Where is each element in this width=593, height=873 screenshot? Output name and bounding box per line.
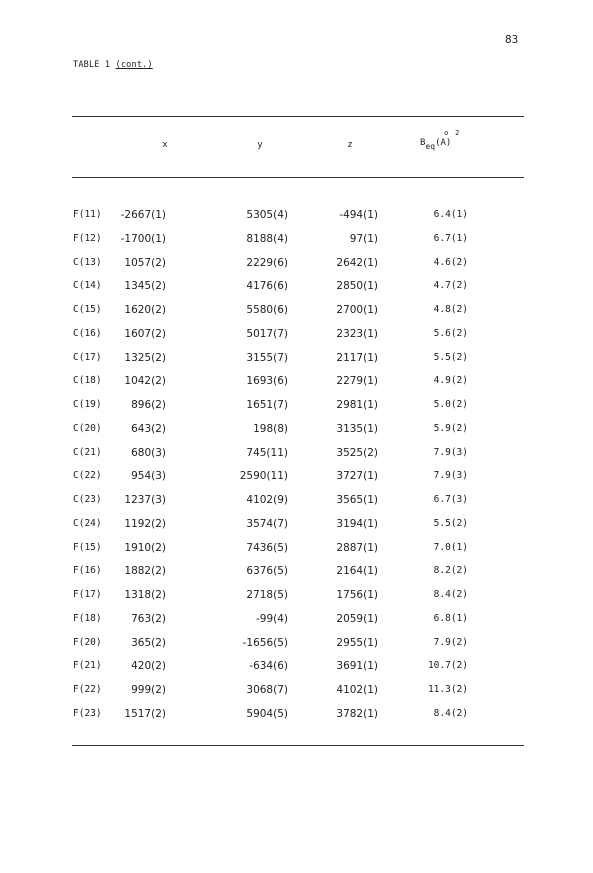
coord-x: 1042(2) xyxy=(124,375,166,388)
coord-y: 5580(6) xyxy=(246,304,288,316)
table-top-rule xyxy=(72,116,524,117)
table-row xyxy=(0,233,593,257)
table-row xyxy=(0,470,593,494)
beq-subscript: eq xyxy=(425,142,436,151)
coord-y: 5017(7) xyxy=(246,327,288,340)
coord-z: 3525(2) xyxy=(336,446,378,459)
coord-x: 1910(2) xyxy=(124,541,166,554)
atom-label: F(12) xyxy=(73,232,102,244)
table-row xyxy=(0,684,593,708)
beq-symbol: B xyxy=(420,138,426,148)
coord-z: -494(1) xyxy=(339,209,378,221)
coord-x: 954(3) xyxy=(131,470,166,483)
coord-y: 5904(5) xyxy=(246,707,288,720)
atom-label: C(16) xyxy=(73,327,102,339)
atom-label: C(19) xyxy=(73,399,102,410)
beq-value: 11.3(2) xyxy=(427,684,468,695)
atom-label: C(18) xyxy=(73,375,102,387)
beq-unit-exponent: 2 xyxy=(455,129,460,137)
atom-label: F(18) xyxy=(73,612,102,624)
table-row xyxy=(0,399,593,423)
coord-y: 745(11) xyxy=(246,446,288,459)
table-row xyxy=(0,423,593,447)
coord-y: 3155(7) xyxy=(246,351,288,364)
coord-y: 4176(6) xyxy=(246,280,288,293)
table-row xyxy=(0,257,593,281)
coord-y: 1651(7) xyxy=(246,399,288,411)
table-row xyxy=(0,589,593,613)
atom-label: F(22) xyxy=(73,684,102,695)
beq-value: 7.9(2) xyxy=(433,636,468,648)
beq-value: 7.9(3) xyxy=(433,446,468,458)
coord-z: 2279(1) xyxy=(336,375,378,388)
coord-z: 97(1) xyxy=(349,232,378,245)
column-header-z: z xyxy=(347,140,353,150)
coord-x: 1345(2) xyxy=(124,280,166,293)
column-header-y: y xyxy=(257,140,263,150)
coord-z: 3727(1) xyxy=(336,470,378,483)
coord-x: 420(2) xyxy=(131,660,166,673)
coord-x: 643(2) xyxy=(131,422,166,435)
beq-value: 8.2(2) xyxy=(433,565,468,577)
beq-value: 4.9(2) xyxy=(433,375,468,387)
beq-value: 10.7(2) xyxy=(427,660,468,672)
coord-y: 198(8) xyxy=(253,422,288,435)
beq-unit-open: (A xyxy=(435,138,446,148)
atom-label: F(20) xyxy=(73,636,102,648)
coord-x: -2667(1) xyxy=(120,209,166,221)
atom-label: C(22) xyxy=(73,470,102,482)
coord-z: 3135(1) xyxy=(336,422,378,435)
atom-label: C(13) xyxy=(73,256,102,268)
beq-value: 8.4(2) xyxy=(433,707,468,719)
beq-value: 6.8(1) xyxy=(433,612,468,624)
coord-y: 5305(4) xyxy=(246,209,288,221)
column-header-beq xyxy=(420,129,480,151)
coord-z: 3194(1) xyxy=(336,517,378,530)
coord-y: 2590(11) xyxy=(239,470,288,483)
coord-x: 680(3) xyxy=(131,446,166,459)
coord-x: 896(2) xyxy=(131,399,166,411)
coord-x: 1237(3) xyxy=(124,494,166,506)
angstrom-ring: o xyxy=(444,129,449,137)
atom-label: C(15) xyxy=(73,304,102,315)
beq-value: 5.5(2) xyxy=(433,351,468,363)
coord-y: 3574(7) xyxy=(246,517,288,530)
table-row xyxy=(0,352,593,376)
coord-z: 2887(1) xyxy=(336,541,378,554)
atom-label: C(14) xyxy=(73,280,102,292)
atom-label: C(21) xyxy=(73,446,102,458)
coord-y: 3068(7) xyxy=(246,684,288,696)
coord-x: 1318(2) xyxy=(124,589,166,601)
beq-value: 7.9(3) xyxy=(433,470,468,482)
coord-z: 3782(1) xyxy=(336,707,378,720)
coord-z: 2164(1) xyxy=(336,565,378,578)
atom-label: C(23) xyxy=(73,494,102,505)
table-caption xyxy=(73,60,153,70)
coord-y: 2718(5) xyxy=(246,589,288,601)
coord-z: 2955(1) xyxy=(336,636,378,649)
coord-y: 1693(6) xyxy=(246,375,288,388)
beq-value: 4.8(2) xyxy=(433,304,468,315)
table-bottom-rule xyxy=(72,745,524,746)
coord-x: 1192(2) xyxy=(124,517,166,530)
beq-value: 5.5(2) xyxy=(433,517,468,529)
coord-y: 4102(9) xyxy=(246,494,288,506)
atom-label: C(20) xyxy=(73,422,102,434)
column-header-x: x xyxy=(162,140,168,150)
table-row xyxy=(0,209,593,233)
table-row xyxy=(0,375,593,399)
atom-label: F(17) xyxy=(73,589,102,600)
coord-x: 1517(2) xyxy=(124,707,166,720)
coord-z: 4102(1) xyxy=(336,684,378,696)
coord-x: 1882(2) xyxy=(124,565,166,578)
atom-label: F(16) xyxy=(73,565,102,577)
table-body xyxy=(0,209,593,732)
coord-z: 2850(1) xyxy=(336,280,378,293)
beq-value: 4.7(2) xyxy=(433,280,468,292)
coord-x: -1700(1) xyxy=(120,232,166,245)
coord-z: 3565(1) xyxy=(336,494,378,506)
table-row xyxy=(0,304,593,328)
beq-value: 4.6(2) xyxy=(433,256,468,268)
beq-value: 5.6(2) xyxy=(433,327,468,339)
table-row xyxy=(0,328,593,352)
beq-value: 5.0(2) xyxy=(433,399,468,410)
coord-z: 2981(1) xyxy=(336,399,378,411)
coord-z: 2700(1) xyxy=(336,304,378,316)
atom-label: F(21) xyxy=(73,660,102,672)
beq-value: 6.4(1) xyxy=(433,209,468,220)
table-row xyxy=(0,660,593,684)
coord-z: 1756(1) xyxy=(336,589,378,601)
coord-x: 365(2) xyxy=(131,636,166,649)
beq-unit xyxy=(435,129,460,148)
table-header-rule xyxy=(72,177,524,178)
coord-y: 6376(5) xyxy=(246,565,288,578)
beq-value: 7.0(1) xyxy=(433,541,468,553)
coord-x: 1325(2) xyxy=(124,351,166,364)
table-row xyxy=(0,708,593,732)
atom-label: C(17) xyxy=(73,351,102,363)
atom-label: C(24) xyxy=(73,517,102,529)
coord-x: 763(2) xyxy=(131,612,166,625)
coord-y: 8188(4) xyxy=(246,232,288,245)
table-row xyxy=(0,280,593,304)
page-number: 83 xyxy=(505,33,519,46)
coord-y: -634(6) xyxy=(249,660,288,673)
coord-z: 2642(1) xyxy=(336,256,378,269)
coord-z: 2323(1) xyxy=(336,327,378,340)
atom-label: F(11) xyxy=(73,209,102,220)
coord-x: 1620(2) xyxy=(124,304,166,316)
coord-y: -1656(5) xyxy=(242,636,288,649)
caption-prefix: TABLE 1 xyxy=(73,60,116,70)
table-row xyxy=(0,518,593,542)
coord-x: 1057(2) xyxy=(124,256,166,269)
table-row xyxy=(0,542,593,566)
beq-value: 8.4(2) xyxy=(433,589,468,600)
coord-z: 2117(1) xyxy=(336,351,378,364)
table-row xyxy=(0,494,593,518)
table-row xyxy=(0,613,593,637)
coord-z: 2059(1) xyxy=(336,612,378,625)
atom-label: F(15) xyxy=(73,541,102,553)
table-row xyxy=(0,447,593,471)
table-row xyxy=(0,565,593,589)
beq-unit-close: ) xyxy=(445,138,452,148)
table-row xyxy=(0,637,593,661)
coord-y: 2229(6) xyxy=(246,256,288,269)
beq-value: 6.7(3) xyxy=(433,494,468,505)
coord-x: 1607(2) xyxy=(124,327,166,340)
coord-x: 999(2) xyxy=(131,684,166,696)
coord-y: -99(4) xyxy=(255,612,288,625)
beq-value: 6.7(1) xyxy=(433,232,468,244)
beq-value: 5.9(2) xyxy=(433,422,468,434)
coord-z: 3691(1) xyxy=(336,660,378,673)
atom-label: F(23) xyxy=(73,707,102,719)
coord-y: 7436(5) xyxy=(246,541,288,554)
caption-cont: (cont.) xyxy=(115,60,153,70)
